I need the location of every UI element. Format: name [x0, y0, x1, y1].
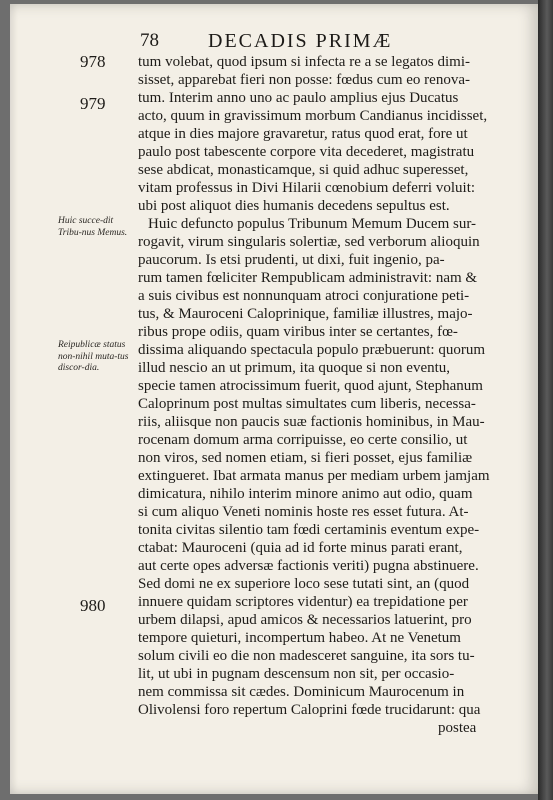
- text-line: illud nescio an ut primum, ita quoque si non eventu,: [138, 360, 451, 376]
- catchword: postea: [438, 720, 477, 736]
- text-line: tum volebat, quod ipsum si infecta re a se legatos dimi-: [138, 54, 471, 70]
- text-line: Sed domi ne ex superiore loco sese tutati sint, an (quod: [138, 576, 470, 592]
- text-line: dimicatura, nihilo interim minore animo aut odio, quam: [138, 486, 473, 502]
- text-line: riis, aliisque non paucis suæ factionis hominibus, in Mau-: [138, 414, 485, 430]
- text-line: rogavit, virum singularis solertiæ, sed verborum alioquin: [138, 234, 480, 250]
- text-line: atque in dies majore gravaretur, ratus quod erat, fore ut: [138, 126, 468, 142]
- margin-number: 979: [80, 94, 106, 113]
- text-line: urbem dilapsi, apud amicos & necessarios latuerint, pro: [138, 612, 472, 628]
- page-number: 78: [140, 30, 159, 51]
- text-line: ctabat: Mauroceni (quia ad id forte minus parati erant,: [138, 540, 463, 556]
- text-line: tonita civitas silentio tam fœdi certaminis eventum expe-: [138, 522, 480, 538]
- text-line: a suis civibus est nonnunquam atroci conjuratione peti-: [138, 288, 470, 304]
- text-line: acto, quum in gravissimum morbum Candianus incidisset,: [138, 108, 488, 124]
- text-line: sese abdicat, monasticamque, si quid adhuc superesset,: [138, 162, 469, 178]
- text-line: dissima aliquando spectacula populo præbuerunt: quorum: [138, 342, 486, 358]
- text-line: aut certe opes adversæ factionis veriti) pugna abstinuere.: [138, 558, 479, 574]
- running-head: DECADIS PRIMÆ: [208, 30, 393, 52]
- text-line: rocenam domum arma corripuisse, eo certe consilio, ut: [138, 432, 468, 448]
- text-line: Huic defuncto populus Tribunum Memum Ducem sur-: [148, 216, 477, 232]
- text-line: rum tamen fœliciter Rempublicam administravit: nam &: [138, 270, 478, 286]
- text-line: tempore quieturi, incompertum habeo. At ne Venetum: [138, 630, 461, 646]
- text-line: paucorum. Is etsi prudenti, ut dixi, fuit ingenio, pa-: [138, 252, 445, 268]
- text-line: tus, & Mauroceni Caloprinique, familiæ illustres, majo-: [138, 306, 473, 322]
- text-line: Caloprinum post multas simultates cum liberis, necessa-: [138, 396, 476, 412]
- text-line: si cum aliquo Veneti nominis hoste res esset futura. At-: [138, 504, 469, 520]
- text-line: specie tamen atrocissimum fuerit, quod ajunt, Stephanum: [138, 378, 483, 394]
- text-line: ubi post aliquot dies humanis decedens sepultus est.: [138, 198, 450, 214]
- text-line: sisset, apparebat fieri non posse: fœdus cum eo renova-: [138, 72, 470, 88]
- margin-number: 980: [80, 596, 106, 615]
- book-spine: [538, 0, 553, 800]
- sidenote: Reipublicæ status non-nihil muta-tus discor-dia.: [58, 340, 129, 373]
- text-line: lit, ut ubi in pugnam descensum non sit, per occasio-: [138, 666, 455, 682]
- sidenote: Huic succe-dit Tribu-nus Memus.: [58, 216, 128, 238]
- text-line: solum civili eo die non madesceret sanguine, ita sors tu-: [138, 648, 475, 664]
- text-line: non viros, sed nomen etiam, si fieri posset, ejus familiæ: [138, 450, 473, 466]
- text-line: extingueret. Ibat armata manus per mediam urbem jamjam: [138, 468, 490, 484]
- text-line: vitam professus in Divi Hilarii cœnobium deferri voluit:: [138, 180, 476, 196]
- text-line: innuere quidam scriptores videntur) ea trepidatione per: [138, 594, 468, 610]
- text-line: ribus prope odiis, quam viribus inter se certantes, fœ-: [138, 324, 458, 340]
- text-line: tum. Interim anno uno ac paulo amplius ejus Ducatus: [138, 90, 459, 106]
- text-line: Olivolensi foro repertum Caloprini fœde trucidarunt: qua: [138, 702, 481, 718]
- text-line: paulo post tabescente corpore vita decederet, magistratu: [138, 144, 475, 160]
- text-line: nem commissa sit cædes. Dominicum Maurocenum in: [138, 684, 465, 700]
- margin-number: 978: [80, 52, 106, 71]
